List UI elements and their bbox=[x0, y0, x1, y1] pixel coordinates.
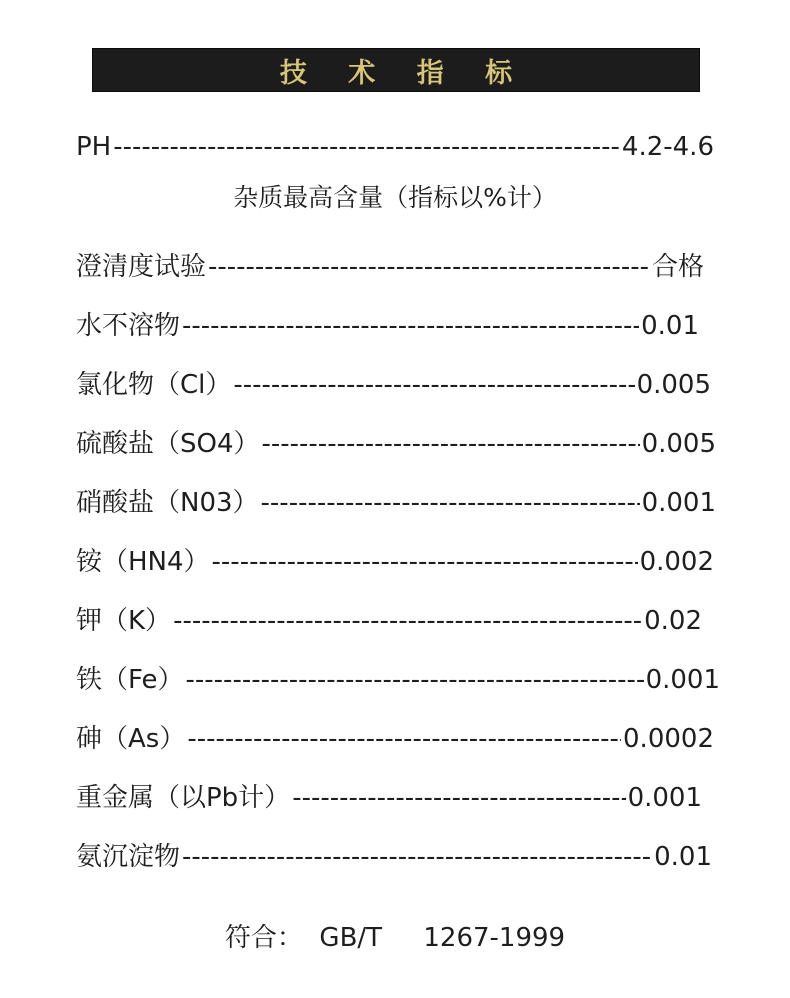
ph-row bbox=[76, 132, 714, 162]
spec-label: 澄清度试验 bbox=[76, 252, 207, 282]
dash-leader bbox=[173, 606, 642, 636]
ph-value: 4.2-4.6 bbox=[621, 132, 714, 162]
spec-value: 0.001 bbox=[641, 488, 716, 518]
spec-row bbox=[76, 606, 702, 636]
spec-row bbox=[76, 488, 716, 518]
spec-value: 0.0002 bbox=[623, 724, 714, 754]
impurity-subtitle: 杂质最高含量（指标以%计） bbox=[233, 183, 557, 212]
standard-footer: 符合： GB/T 1267-1999 bbox=[224, 923, 566, 953]
title-banner bbox=[92, 48, 700, 92]
dash-leader bbox=[182, 311, 639, 341]
spec-value: 0.005 bbox=[641, 429, 716, 459]
dash-leader bbox=[233, 370, 634, 400]
spec-value: 0.001 bbox=[645, 665, 720, 695]
spec-row bbox=[76, 311, 699, 341]
spec-value: 0.02 bbox=[644, 606, 702, 636]
spec-label: 铁（Fe） bbox=[76, 665, 184, 695]
dash-leader bbox=[212, 547, 638, 577]
spec-label: 砷（As） bbox=[76, 724, 186, 754]
dash-leader bbox=[208, 252, 650, 282]
dash-leader bbox=[182, 842, 652, 872]
spec-label: 水不溶物 bbox=[76, 311, 181, 341]
spec-value: 0.005 bbox=[636, 370, 711, 400]
dash-leader bbox=[262, 429, 640, 459]
title-text: 技 术 指 标 bbox=[279, 57, 529, 89]
spec-row bbox=[76, 429, 716, 459]
spec-value: 合格 bbox=[651, 252, 704, 282]
dash-leader bbox=[292, 783, 625, 813]
spec-value: 0.01 bbox=[641, 311, 699, 341]
spec-label: 硫酸盐（SO4） bbox=[76, 429, 260, 459]
spec-label: 钾（K） bbox=[76, 606, 172, 636]
spec-value: 0.001 bbox=[627, 783, 702, 813]
spec-label: 重金属（以Pb计） bbox=[76, 783, 291, 813]
spec-row bbox=[76, 547, 714, 577]
dash-leader bbox=[187, 724, 621, 754]
spec-row bbox=[76, 252, 704, 282]
dash-leader bbox=[261, 488, 640, 518]
dash-leader bbox=[113, 132, 620, 162]
ph-label: PH bbox=[76, 132, 112, 162]
spec-value: 0.002 bbox=[639, 547, 714, 577]
spec-row bbox=[76, 370, 711, 400]
spec-row bbox=[76, 842, 712, 872]
spec-row bbox=[76, 724, 714, 754]
spec-value: 0.01 bbox=[654, 842, 712, 872]
spec-label: 氨沉淀物 bbox=[76, 842, 181, 872]
spec-label: 氯化物（Cl） bbox=[76, 370, 232, 400]
dash-leader bbox=[186, 665, 644, 695]
spec-label: 硝酸盐（N03） bbox=[76, 488, 259, 518]
spec-row bbox=[76, 783, 702, 813]
spec-row bbox=[76, 665, 720, 695]
spec-label: 铵（HN4） bbox=[76, 547, 210, 577]
